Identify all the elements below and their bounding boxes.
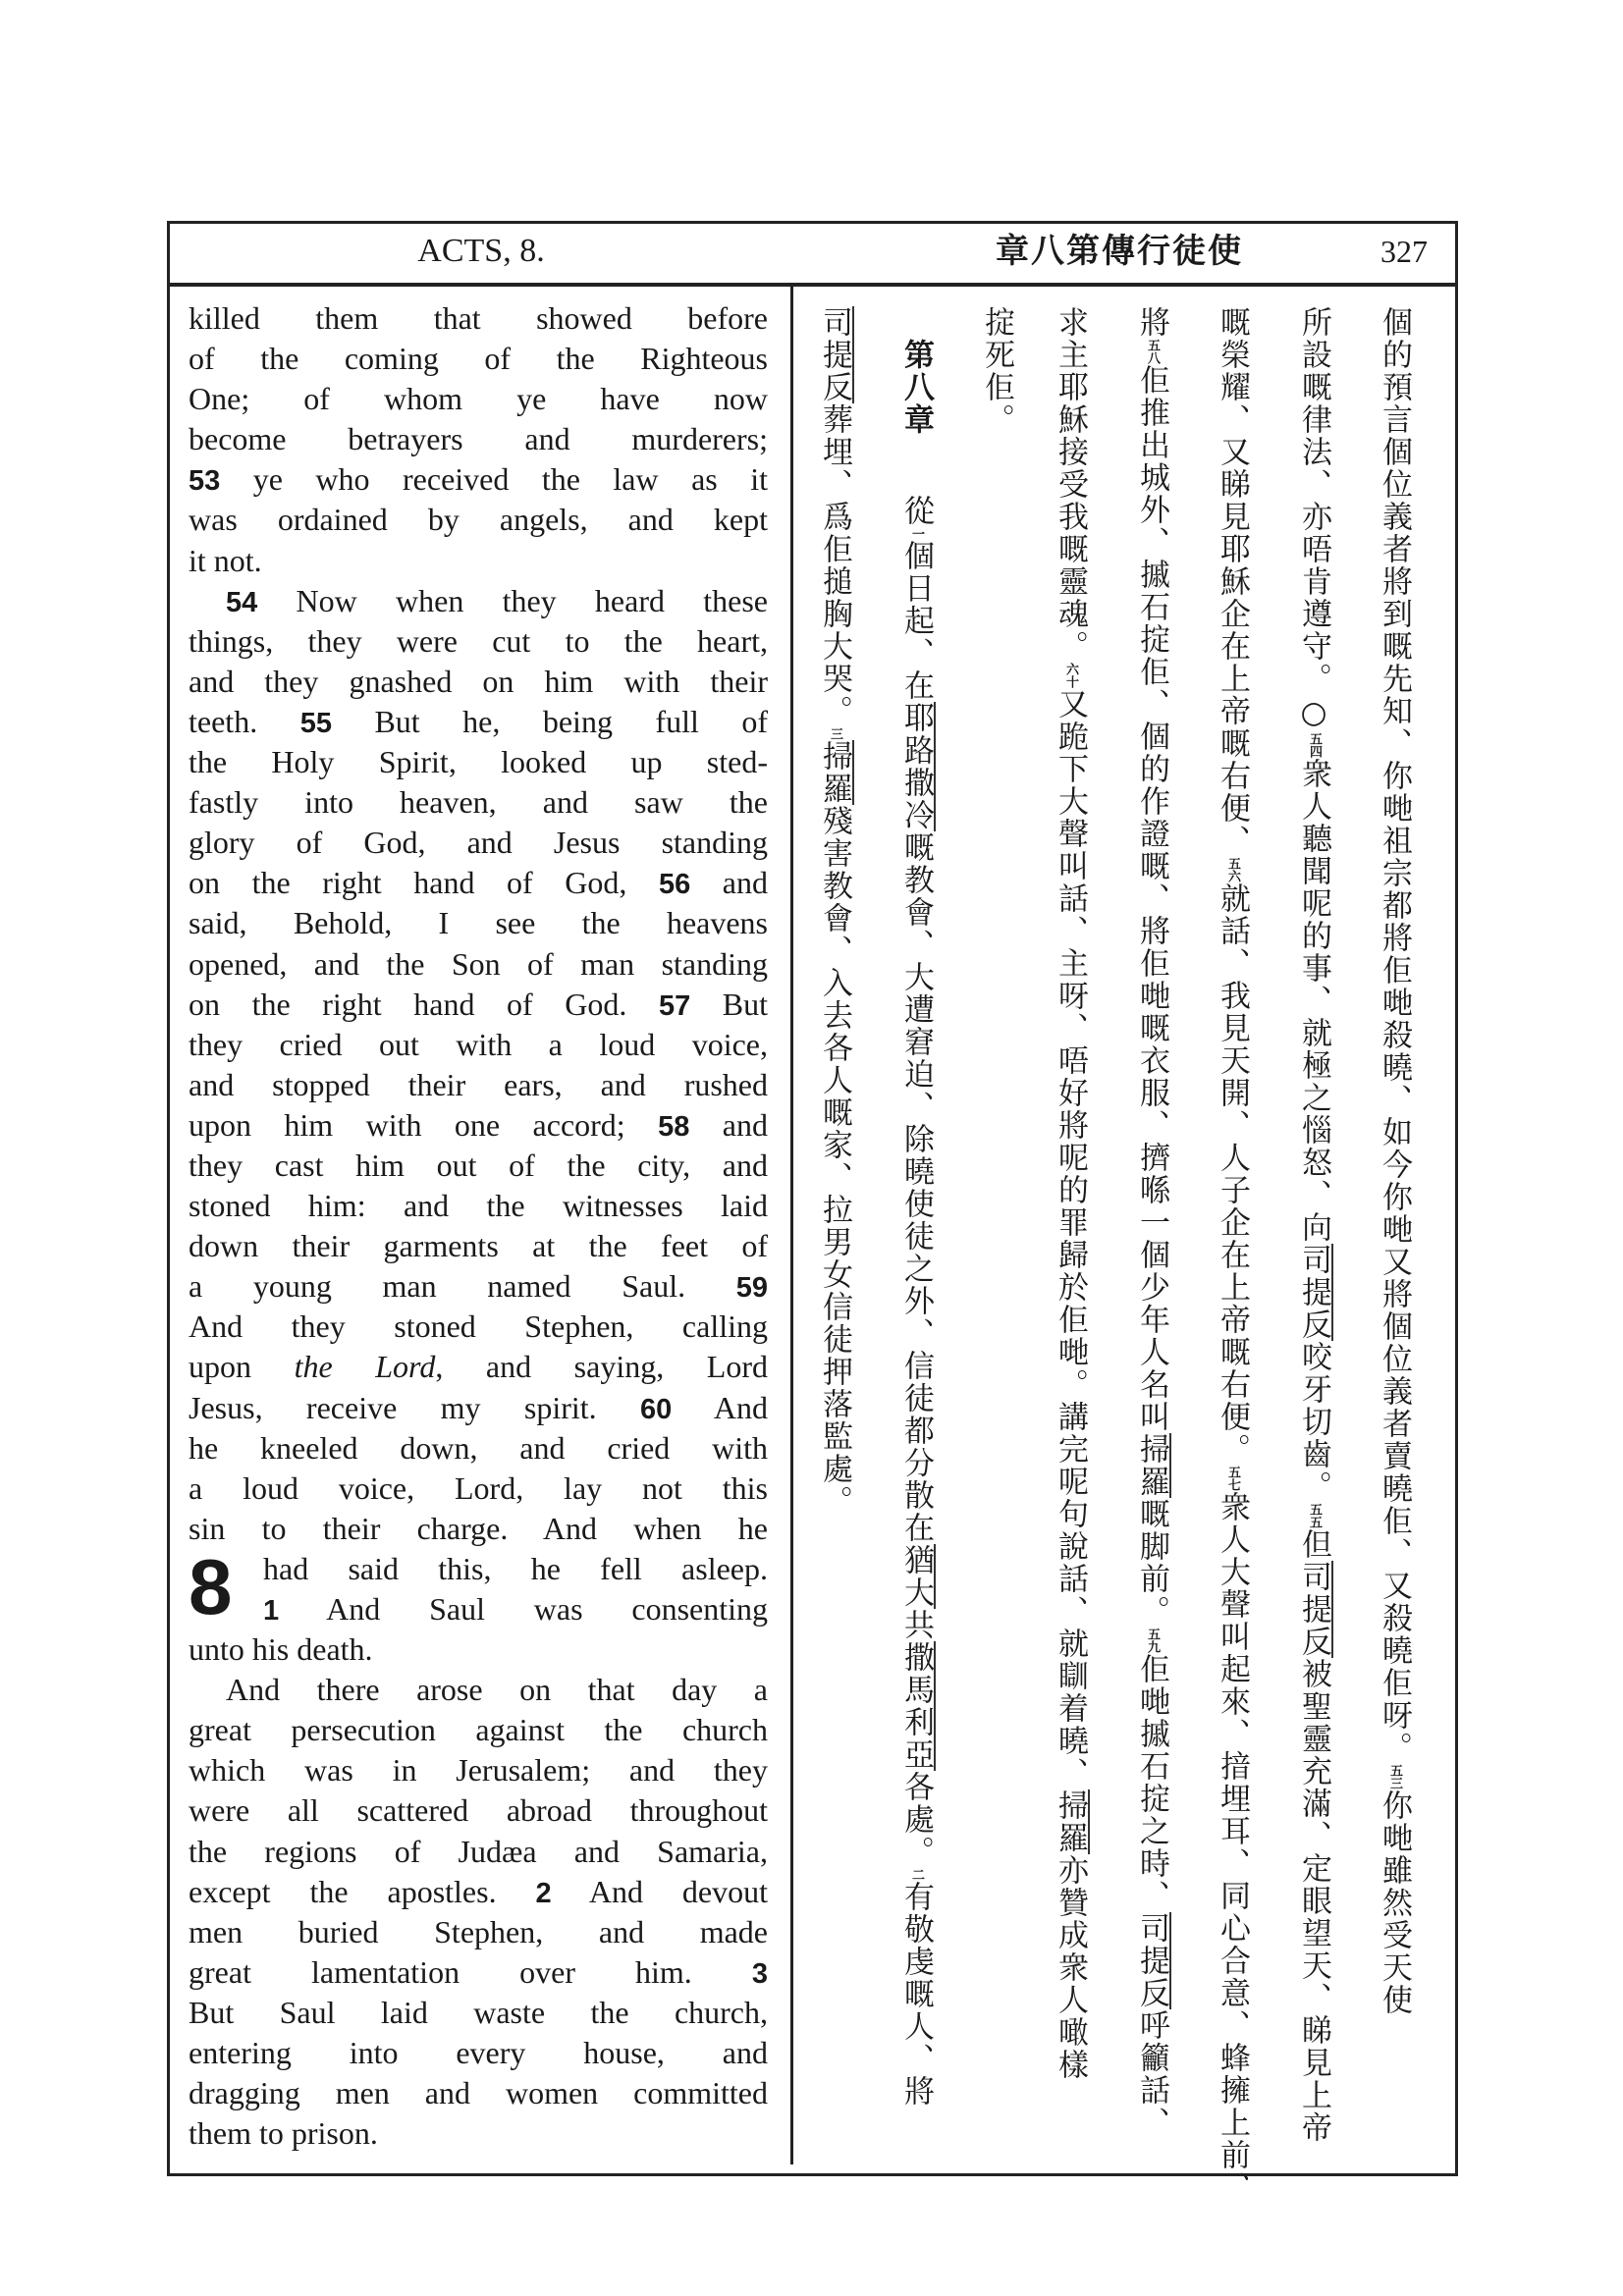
- verse-number: 五七: [1225, 1466, 1240, 1491]
- text-line: [189, 1912, 768, 1952]
- verse-number: 3: [751, 1957, 768, 1990]
- verse-number: 五三: [1387, 1764, 1402, 1789]
- text-run: them to prison.: [189, 2115, 378, 2152]
- text-line: [189, 702, 768, 742]
- text-run: But: [690, 986, 768, 1022]
- text-run: 有敬虔嘅人、將: [898, 1881, 934, 2108]
- text-line: [189, 742, 768, 782]
- text-run: great lamentation over him.: [189, 1953, 752, 1990]
- text-line: [189, 2113, 768, 2154]
- text-line: [189, 298, 768, 339]
- text-run: sin to their charge. And when he: [189, 1510, 768, 1546]
- text-run: entering into every house, and: [189, 2035, 768, 2071]
- text-run: unto his death.: [189, 1631, 373, 1668]
- proper-name: 掃羅: [1134, 1433, 1169, 1498]
- text-run: he kneeled down, and cried with: [189, 1429, 768, 1466]
- text-run: 共: [898, 1609, 934, 1641]
- text-run: 個的預言個位義者將到嘅先知、你哋祖宗都將佢哋殺曉、如今你哋又將個位義者賣曉佢、又殺曉佢呀。: [1377, 306, 1412, 1764]
- proper-name: 撒馬利亞: [898, 1641, 934, 1771]
- text-line: [189, 459, 768, 500]
- header-rule: [167, 283, 1458, 287]
- text-run: 嘅榮耀、又睇見耶穌企在上帝嘅右便、: [1215, 306, 1250, 857]
- text-run: And devout: [551, 1873, 768, 1909]
- text-run: 咬牙切齒。: [1296, 1341, 1331, 1503]
- chinese-column: [1047, 306, 1094, 2166]
- text-run: fastly into heaven, and saw the: [189, 784, 768, 821]
- text-line: [189, 782, 768, 823]
- text-line: [189, 2073, 768, 2113]
- text-line: [189, 2033, 768, 2073]
- text-run: 被聖靈充滿、定眼望天、睇見上帝: [1296, 1658, 1331, 2144]
- text-run: ye who received the law as it: [220, 461, 768, 498]
- text-run: and they gnashed on him with their: [189, 663, 768, 699]
- text-run: opened, and the Son of man standing: [189, 945, 768, 982]
- text-line: [189, 1872, 768, 1912]
- text-run: become betrayers and murderers;: [189, 421, 768, 457]
- text-run: 各處。: [898, 1771, 934, 1868]
- text-line: [189, 1347, 768, 1387]
- verse-number: 五四: [1307, 732, 1322, 758]
- text-run: And there arose on that day a: [226, 1672, 768, 1708]
- verse-number: 53: [189, 465, 221, 498]
- text-run: But he, being full of: [331, 703, 768, 739]
- text-line: [189, 1186, 768, 1226]
- text-line: [189, 662, 768, 702]
- text-run: 將: [1134, 306, 1169, 339]
- text-run: had said this, he fell asleep.: [263, 1550, 768, 1586]
- text-run: And: [672, 1389, 768, 1425]
- text-run: were all scattered abroad throughout: [189, 1792, 768, 1829]
- chapter-dropcap: 8: [189, 1543, 233, 1630]
- text-line: [189, 1832, 768, 1872]
- text-line: [189, 581, 768, 621]
- text-line: [189, 1710, 768, 1750]
- text-run: and: [690, 865, 768, 901]
- text-run: Jesus, receive my spirit.: [189, 1389, 641, 1425]
- text-run: of the coming of the Righteous: [189, 341, 768, 377]
- text-line: [189, 379, 768, 419]
- text-run: they cried out with a loud voice,: [189, 1026, 768, 1062]
- text-run: upon him with one accord;: [189, 1106, 659, 1143]
- text-line: [189, 1750, 768, 1790]
- text-line: [189, 1509, 768, 1549]
- proper-name: 司提反: [1296, 1561, 1331, 1658]
- text-run: stoned him: and the witnesses laid: [189, 1188, 768, 1224]
- text-run: on the right hand of God.: [189, 986, 659, 1022]
- text-run: 亦贊成衆人噉樣: [1053, 1854, 1088, 2081]
- verse-number: 59: [735, 1272, 768, 1305]
- text-run: they cast him out of the city, and: [189, 1147, 768, 1183]
- text-run: 衆人聽聞呢的事、就極之惱怒、向: [1296, 758, 1331, 1244]
- text-line: [189, 1226, 768, 1266]
- verse-number: 六十: [1063, 663, 1078, 688]
- text-run: things, they were cut to the heart,: [189, 622, 768, 659]
- text-line: [189, 1146, 768, 1186]
- text-run: 衆人大聲叫起來、揞埋耳、同心合意、蜂擁上前、: [1215, 1491, 1250, 2204]
- proper-name: 司提反: [1134, 1912, 1169, 2009]
- text-run: 佢推出城外、摵石掟佢、個的作證嘅、將佢哋嘅衣服、擠喺一個少年人名叫: [1134, 364, 1169, 1433]
- text-line: [189, 1952, 768, 1993]
- text-run: 殘害教會、入去各人嘅家、拉男女信徒押落監處。: [817, 805, 852, 1518]
- text-run: One; of whom ye have now: [189, 381, 768, 417]
- chinese-column: [973, 306, 1020, 2166]
- text-line: [189, 1670, 768, 1710]
- chinese-column: [1290, 306, 1337, 2166]
- verse-number: 五六: [1225, 857, 1240, 882]
- verse-number: 二: [909, 1868, 924, 1881]
- text-run: teeth.: [189, 703, 300, 739]
- text-run: , and saying, Lord: [435, 1349, 768, 1385]
- text-run: the Holy Spirit, looked up sted-: [189, 744, 768, 780]
- verse-number: 五八: [1145, 339, 1160, 364]
- text-line: [189, 339, 768, 379]
- proper-name: 猶大: [898, 1544, 934, 1609]
- proper-name: 掃羅: [817, 740, 852, 805]
- text-line: [189, 1629, 768, 1670]
- verse-number: 60: [640, 1393, 673, 1425]
- text-line: [189, 1025, 768, 1065]
- text-line: [189, 1468, 768, 1509]
- text-run: Now when they heard these: [257, 582, 768, 618]
- verse-number: 三: [828, 727, 842, 740]
- text-run: the regions of Judæa and Samaria,: [189, 1833, 768, 1869]
- text-run: But Saul laid waste the church,: [189, 1994, 768, 2030]
- text-run: on the right hand of God,: [189, 865, 659, 901]
- text-run: And they stoned Stephen, calling: [189, 1308, 768, 1345]
- text-run: 嘅教會、大遭窘迫、除曉使徒之外、信徒都分散在: [898, 831, 934, 1544]
- proper-name: 司提反: [817, 306, 852, 403]
- text-run: 嘅脚前。: [1134, 1498, 1169, 1628]
- verse-number: 57: [658, 989, 691, 1022]
- text-run: was ordained by angels, and kept: [189, 502, 768, 538]
- text-line: [189, 500, 768, 540]
- page-number: 327: [1380, 234, 1428, 269]
- text-line: [189, 1388, 768, 1428]
- text-run: 從: [898, 495, 934, 527]
- verse-number: 55: [299, 707, 332, 739]
- verse-number: 2: [535, 1877, 552, 1909]
- english-running-head: ACTS, 8.: [417, 233, 545, 269]
- text-line: [189, 1266, 768, 1307]
- text-line: [189, 1993, 768, 2033]
- text-run: killed them that showed before: [189, 300, 768, 336]
- text-run: 你哋雖然受天使: [1377, 1789, 1412, 2016]
- verse-number: 一: [909, 527, 924, 540]
- text-line: [189, 985, 768, 1025]
- text-line: [189, 944, 768, 985]
- text-line: [189, 1307, 768, 1347]
- text-run: 就話、我見天開、人子企在上帝嘅右便。: [1215, 882, 1250, 1466]
- text-line: [189, 863, 768, 903]
- verse-number: 56: [658, 869, 691, 901]
- text-run: 所設嘅律法、亦唔肯遵守。○: [1296, 306, 1331, 732]
- text-run: except the apostles.: [189, 1873, 536, 1909]
- text-line: [189, 903, 768, 943]
- text-run: 求主耶穌接受我嘅靈魂。: [1053, 306, 1088, 663]
- text-run: and: [689, 1106, 768, 1143]
- text-line: [189, 621, 768, 662]
- text-line: [189, 541, 768, 581]
- text-run: said, Behold, I see the heavens: [189, 905, 768, 941]
- text-run: 個日起、在: [898, 540, 934, 702]
- proper-name: 耶路撒冷: [898, 702, 934, 831]
- chinese-column: [811, 306, 858, 2166]
- text-run: men buried Stephen, and made: [189, 1913, 768, 1949]
- text-line: [189, 1065, 768, 1105]
- text-run: 佢哋摵石掟之時、: [1134, 1653, 1169, 1912]
- verse-number: 五五: [1307, 1503, 1322, 1528]
- text-line: [189, 1549, 768, 1589]
- text-line: [189, 1790, 768, 1831]
- chinese-column: [1209, 306, 1256, 2204]
- text-run: glory of God, and Jesus standing: [189, 825, 768, 861]
- text-run: dragging men and women committed: [189, 2075, 768, 2111]
- text-run: down their garments at the feet of: [189, 1228, 768, 1264]
- chinese-column: [1128, 306, 1175, 2166]
- text-run: and stopped their ears, and rushed: [189, 1066, 768, 1102]
- text-run: it not.: [189, 542, 262, 578]
- text-run: which was in Jerusalem; and they: [189, 1752, 768, 1789]
- verse-number: 1: [263, 1595, 280, 1627]
- verse-number: 54: [226, 586, 258, 618]
- text-line: [189, 1589, 768, 1629]
- text-run: great persecution against the church: [189, 1712, 768, 1748]
- text-run: 葬埋、爲佢搥胸大哭。: [817, 403, 852, 727]
- text-run: 掟死佢。: [979, 306, 1014, 436]
- italic-text: the Lord: [294, 1349, 436, 1385]
- text-run: And Saul was consenting: [279, 1591, 768, 1627]
- proper-name: 司提反: [1296, 1244, 1331, 1341]
- text-run: upon: [189, 1349, 295, 1385]
- verse-number: 五九: [1145, 1628, 1160, 1653]
- text-line: [189, 823, 768, 863]
- text-run: 但: [1296, 1528, 1331, 1561]
- text-line: [189, 1428, 768, 1468]
- verse-number: 58: [658, 1110, 690, 1143]
- text-run: 呼籲話、: [1134, 2009, 1169, 2139]
- chinese-column: [893, 306, 940, 2166]
- text-run: a young man named Saul.: [189, 1268, 736, 1305]
- text-run: a loud voice, Lord, lay not this: [189, 1469, 768, 1506]
- english-text-column: [189, 298, 768, 2154]
- text-line: [189, 419, 768, 459]
- chinese-running-head: 使徒行傳第八章: [996, 232, 1243, 271]
- text-run: 又跪下大聲叫話、主呀、唔好將呢的罪歸於佢哋。講完呢句說話、就瞓着曉、: [1053, 688, 1088, 1789]
- column-divider: [790, 285, 793, 2164]
- text-line: [189, 1105, 768, 1146]
- chapter-heading: 第八章: [898, 339, 934, 436]
- proper-name: 掃羅: [1053, 1789, 1088, 1854]
- chinese-column: [1371, 306, 1418, 2166]
